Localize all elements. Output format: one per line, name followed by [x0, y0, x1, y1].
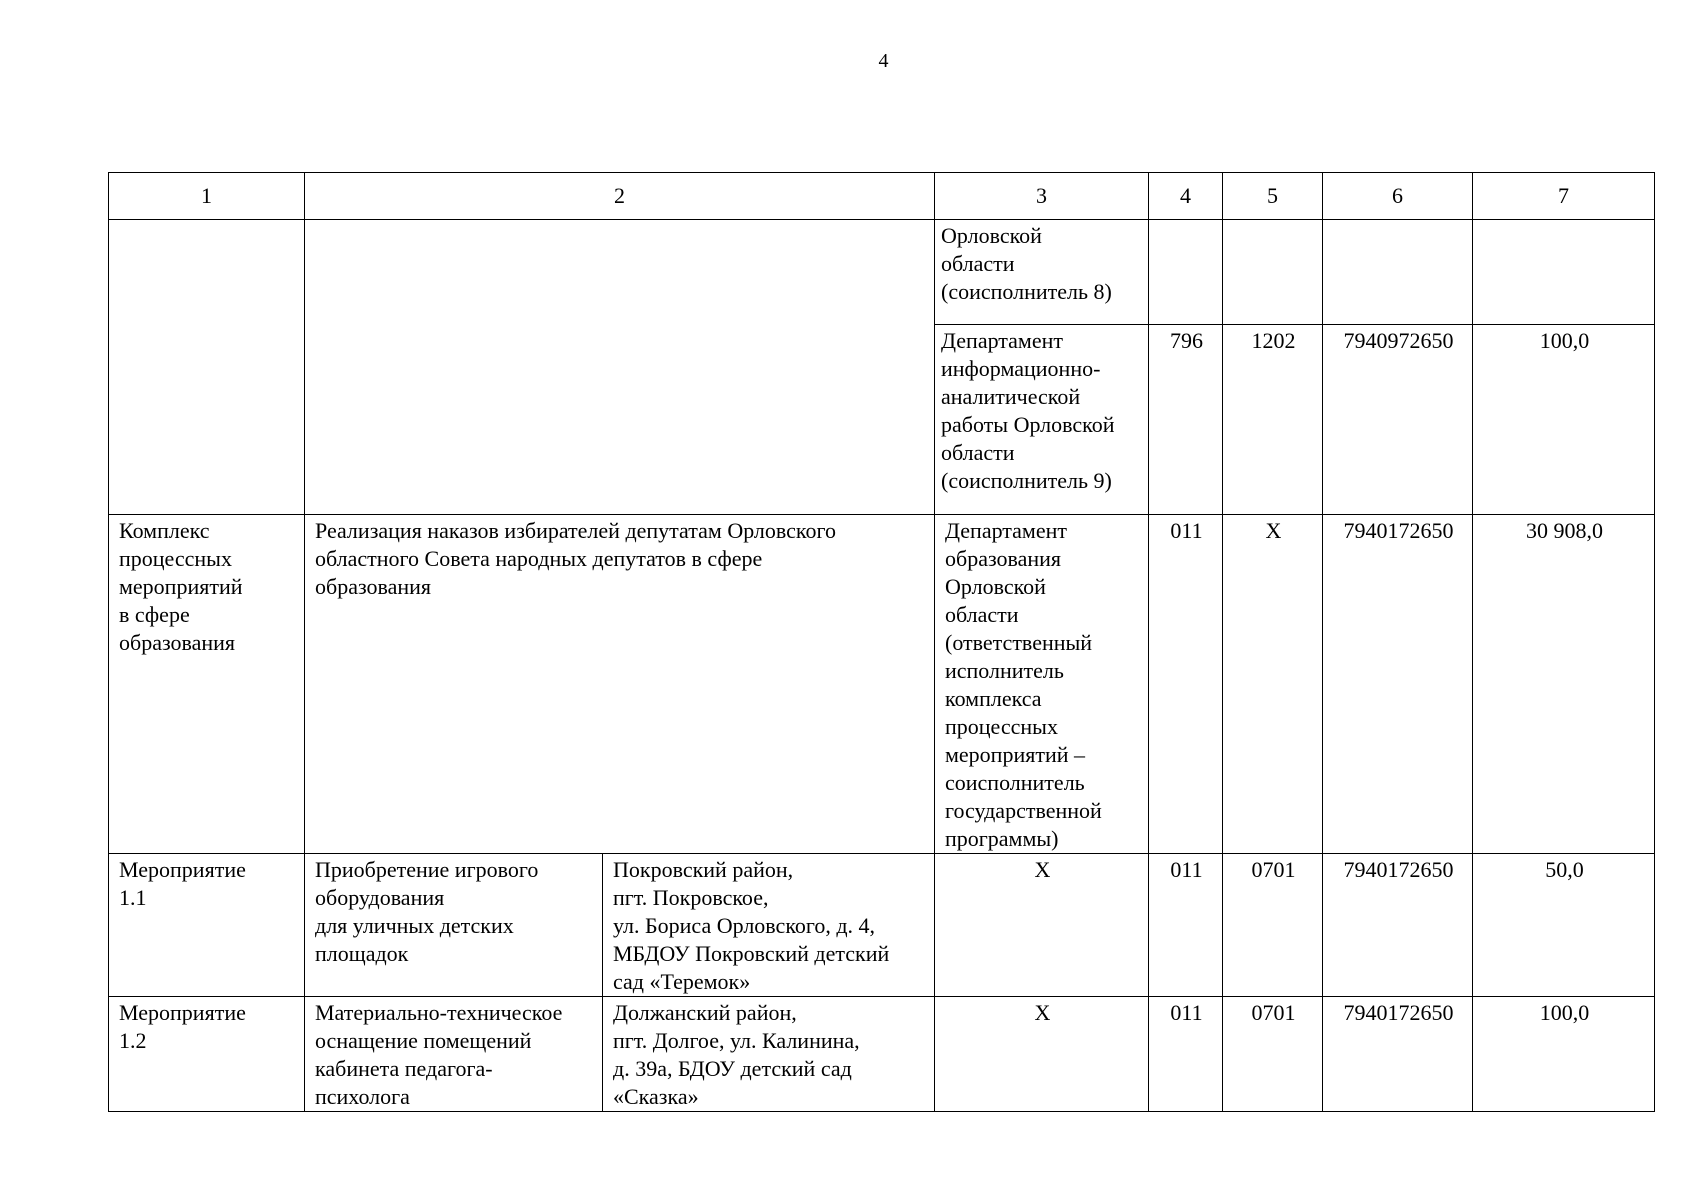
- cell-executor: Х: [935, 997, 1149, 1112]
- table-row: [109, 220, 1655, 325]
- cell-col5: 1202: [1223, 325, 1323, 515]
- cell-description: Материально-техническое оснащение помещений кабинета педагога- психолога: [305, 997, 603, 1112]
- cell-executor: Департамент информационно- аналитической работы Орловской области (соисполнитель 9): [935, 325, 1149, 515]
- cell-name: Мероприятие 1.2: [109, 997, 305, 1112]
- header-cell: 3: [935, 173, 1149, 220]
- cell-name: [109, 220, 305, 515]
- cell-col4: 011: [1149, 854, 1223, 997]
- cell-col6: 7940172650: [1323, 854, 1473, 997]
- cell-col5: 0701: [1223, 854, 1323, 997]
- cell-col4: 011: [1149, 515, 1223, 854]
- cell-col5: Х: [1223, 515, 1323, 854]
- header-cell: 5: [1223, 173, 1323, 220]
- header-cell: 2: [305, 173, 935, 220]
- cell-col7: [1473, 220, 1655, 325]
- budget-table: [108, 172, 1655, 1112]
- cell-col4: 796: [1149, 325, 1223, 515]
- cell-col6: [1323, 220, 1473, 325]
- cell-name: Мероприятие 1.1: [109, 854, 305, 997]
- cell-executor: Х: [935, 854, 1149, 997]
- cell-col5: [1223, 220, 1323, 325]
- cell-col7: 50,0: [1473, 854, 1655, 997]
- cell-col5: 0701: [1223, 997, 1323, 1112]
- cell-col4: [1149, 220, 1223, 325]
- cell-col7: 100,0: [1473, 325, 1655, 515]
- cell-col6: 7940972650: [1323, 325, 1473, 515]
- cell-description: Реализация наказов избирателей депутатам Орловского областного Совета народных депутатов в сфере образования: [305, 515, 935, 854]
- header-cell: 4: [1149, 173, 1223, 220]
- table-row: [109, 515, 1655, 854]
- page-number: 4: [878, 50, 889, 72]
- header-cell: 1: [109, 173, 305, 220]
- header-cell: 6: [1323, 173, 1473, 220]
- cell-col7: 100,0: [1473, 997, 1655, 1112]
- cell-name: Комплекс процессных мероприятий в сфере образования: [109, 515, 305, 854]
- header-cell: 7: [1473, 173, 1655, 220]
- cell-description: [305, 220, 935, 515]
- cell-location: Покровский район, пгт. Покровское, ул. Бориса Орловского, д. 4, МБДОУ Покровский детский сад «Теремок»: [603, 854, 935, 997]
- cell-col7: 30 908,0: [1473, 515, 1655, 854]
- cell-col6: 7940172650: [1323, 515, 1473, 854]
- table-row: [109, 854, 1655, 997]
- cell-location: Должанский район, пгт. Долгое, ул. Калинина, д. 39а, БДОУ детский сад «Сказка»: [603, 997, 935, 1112]
- cell-col4: 011: [1149, 997, 1223, 1112]
- table-row: [109, 997, 1655, 1112]
- header-row: [109, 173, 1655, 220]
- cell-col6: 7940172650: [1323, 997, 1473, 1112]
- cell-description: Приобретение игрового оборудования для уличных детских площадок: [305, 854, 603, 997]
- cell-executor: Орловской области (соисполнитель 8): [935, 220, 1149, 325]
- cell-executor: Департамент образования Орловской области (ответственный исполнитель комплекса процессных мероприятий – соисполнитель государственной программы): [935, 515, 1149, 854]
